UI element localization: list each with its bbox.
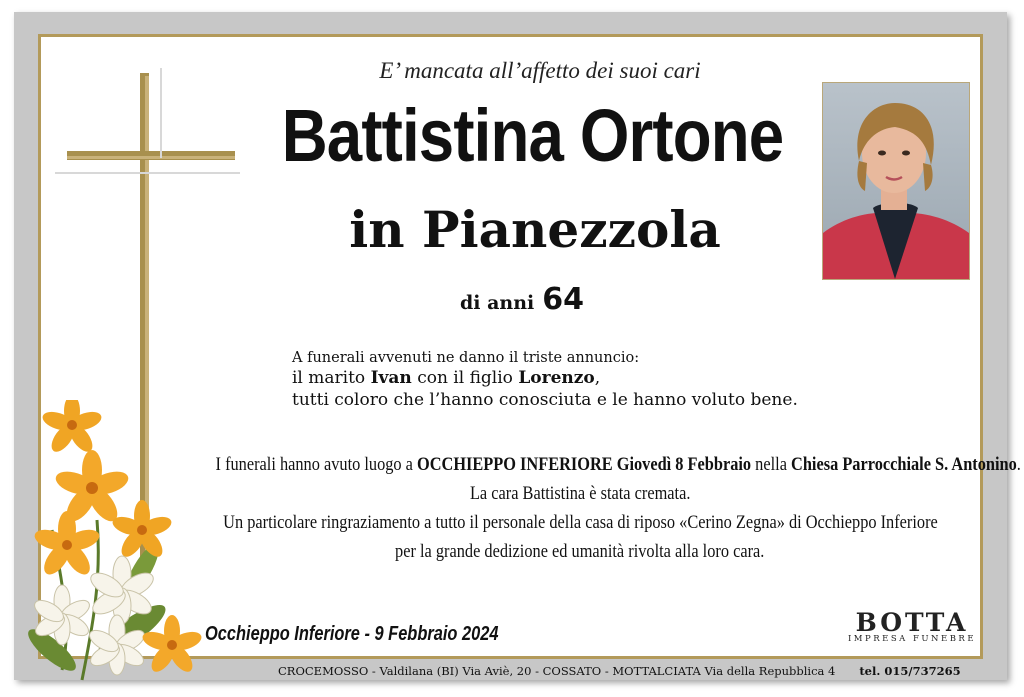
footer-phone: tel. 015/737265 (859, 664, 961, 678)
funeral-line-2 (150, 479, 1010, 508)
announcement-line-3: tutti coloro che l’hanno conosciuta e le hanno voluto bene. (292, 390, 798, 410)
funeral-line-1 (150, 450, 1021, 479)
funeral-home-logo (842, 608, 982, 644)
text-segment: con il figlio (411, 368, 519, 388)
thanks-line: Un particolare ringraziamento a tutto il personale della casa di riposo «Cerino Zegna» di Occhieppo Inferiore (222, 512, 938, 533)
deceased-name: Battistina Ortone (281, 94, 784, 177)
funeral-line-4 (150, 537, 1010, 566)
funeral-line-3 (150, 508, 1010, 537)
cremation-note: La cara Battistina è stata cremata. (469, 483, 691, 504)
logo-sub: IMPRESA FUNEBRE (847, 634, 977, 644)
text-segment: nella (751, 454, 792, 475)
thanks-line-2: per la grande dedizione ed umanità rivolta alla loro cara. (395, 541, 765, 562)
text-segment: I funerali hanno avuto luogo a (215, 454, 418, 475)
announcement-line-2 (292, 368, 798, 388)
text-segment: , (594, 368, 601, 388)
age-value: 64 (542, 282, 585, 317)
logo-main: BOTTA (855, 608, 969, 637)
intro-line: E’ mancata all’affetto dei suoi cari (379, 58, 701, 83)
text-segment: . (1016, 454, 1021, 475)
announcement-line-1: A funerali avvenuti ne danno il triste annuncio: (292, 350, 640, 366)
age-line (460, 282, 584, 317)
funeral-details (150, 450, 1021, 566)
church-name: Chiesa Parrocchiale S. Antonino (791, 454, 1017, 475)
announcement-block (292, 350, 798, 410)
text-segment: il marito (292, 368, 371, 388)
son-name: Lorenzo (518, 368, 595, 388)
married-name: in Pianezzola (349, 200, 721, 259)
footer-addresses: CROCEMOSSO - Valdilana (BI) Via Aviè, 20 - COSSATO - MOTTALCIATA Via della Repubblica 4 (278, 664, 836, 678)
husband-name: Ivan (370, 368, 412, 388)
footer (278, 664, 961, 678)
place-date: Occhieppo Inferiore - 9 Febbraio 2024 (205, 623, 499, 645)
age-label: di anni (460, 292, 535, 314)
funeral-place-date: OCCHIEPPO INFERIORE Giovedì 8 Febbraio (417, 454, 752, 475)
portrait-photo (822, 82, 970, 280)
